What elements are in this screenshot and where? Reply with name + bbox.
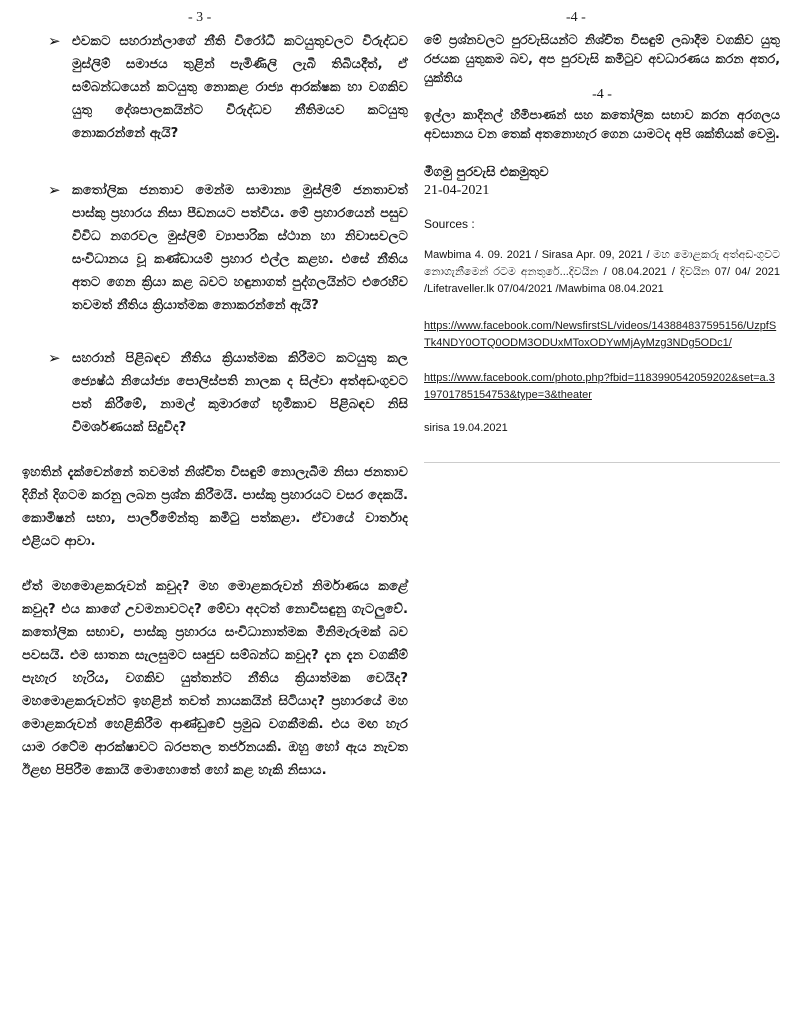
body-paragraph: ඉහතින් දැක්වෙන්නේ තවමත් නිශ්චිත විසඳුම් නොලැබීම නිසා ජනතාව දිගින් දිගටම කරනු ලබන ප්‍රශ්න කිරීමයි. පාස්කු ප්‍රහාරයට වසර දෙකයි. කොමිෂන් සභා, පාර්ලිමේන්තු කමිටු පත්කළා. ඒවායේ වාර්තාද එළියට ආවා.	[22, 465, 408, 549]
arrow-bullet-icon: ➢	[48, 181, 61, 199]
signature: මීගමු පුරවැසි එකමුතුව	[424, 165, 549, 180]
right-column	[424, 30, 780, 463]
closing-paragraph: මේ ප්‍රශ්නවලට පුරවැසියන්ට නිශ්චිත විසඳුම් ලබාදීම වගකිව යුතු රජයක යුතුකම බව, අප පුරවැසි කමිටුව අවධාරණය කරන අතර, යුක්තිය	[424, 32, 780, 85]
bullet-item	[22, 347, 408, 439]
left-page-number: - 3 -	[188, 10, 212, 25]
inner-page-number: -4 -	[592, 87, 612, 102]
sources-list: Mawbima 4. 09. 2021 / Sirasa Apr. 09, 2021 / මහ මොළකරු අත්අඩංගුවට නොගැනීමෙන් රටම අනතුරේ...දිවයින / 08.04.2021 / දිවයින 07/ 04/ 2021 /Lifetraveller.lk 07/04/2021 /Mawbima 08.04.2021	[424, 249, 780, 295]
closing-paragraph-continued: ඉල්ලා කාදිනල් හිමිපාණන් සහ කතෝලික සභාව කරන අරගලය අවසානය වන තෙක් අතනොහැර ගෙන යාමටද අපි ශක්තියක් වෙමු.	[424, 107, 780, 141]
left-column	[22, 30, 408, 804]
sources-heading: Sources :	[424, 217, 475, 231]
source-link[interactable]: https://www.facebook.com/photo.php?fbid=1183990542059202&set=a.319701785154753&type=3&theater	[424, 372, 775, 401]
bullet-item	[22, 179, 408, 317]
bullet-text: සහරාන් පිළිබඳව නීතිය ක්‍රියාත්මක කිරීමට කටයුතු කල ජ්‍යෙෂ්ඨ නියෝජ්‍ය පොලිස්පති නාලක ද සිල්වා අත්අඩංගුවට පත් කිරීමේ, නාමල් කුමාරගේ භූමිකාව පිළිබඳව නිසි විමර්ශණයක් සිදුවිද?	[72, 351, 408, 435]
bullet-text: කතෝලික ජනතාව මෙන්ම සාමාන්‍ය මුස්ලිම් ජනතාවත් පාස්කු ප්‍රහාරය නිසා පීඩනයට පත්විය. මේ ප්‍රහාරයෙන් පසුව විවිධ නගරවල මුස්ලිම් ව්‍යාපාරික ස්ථාන හා නිවාසවලට සංවිධානය වූ කණ්ඩායම් ප්‍රහාර එල්ල කළහ. එසේ නීතිය අතට ගෙන ක්‍රියා කළ බවට හඳුනාගත් පුද්ගලයින්ට එරෙහිව තවමත් නීතිය ක්‍රියාත්මක නොකරන්නේ ඇයි?	[72, 183, 408, 313]
body-paragraph: ඒත් මහමොළකරුවන් කවුද? මහ මොළකරුවන් නිර්මාණය කළේ කවුද? එය කාගේ උවමනාවටද? මේවා අදටත් නොවිසඳුනු ගැටලුවේ. කතෝලික සභාව, පාස්කු ප්‍රහාරය සංවිධානාත්මක මිනිමැරුමක් බව පවසයි. එම ඝාතන සැලසුමට සෘජුව සම්බන්ධ කවුද? දැන දැන වගකීම් පැහැර හැරිය, වගකිව යුත්තන්ට නීතිය ක්‍රියාත්මක වෙයිද? මහමොළකරුවන්ට ඉහළින් තවත් නායකයින් සිටියාද? ප්‍රහාරයේ මහ මොළකරුවන් හෙළිකිරීම ආණ්ඩුවේ ප්‍රමුඛ වගකීමකි. එය මඟ හැර යාම රටේම ආරක්ෂාවට බරපතල තර්ජනයකි. ඔහු හෝ ඇය නැවත ඊළඟ පිපිරීම කොයි මොහොතේ හෝ කළ හැකි නිසාය.	[22, 579, 408, 778]
signature-date: 21-04-2021	[424, 183, 490, 198]
source-link[interactable]: https://www.facebook.com/NewsfirstSL/videos/143884837595156/UzpfSTk4NDY0OTQ0ODM3ODUxMToxODYwMjAyMzg3NDg5ODc1/	[424, 320, 777, 349]
arrow-bullet-icon: ➢	[48, 349, 61, 367]
arrow-bullet-icon: ➢	[48, 32, 61, 50]
right-page-number: -4 -	[566, 10, 586, 25]
bullet-item	[22, 30, 408, 145]
divider	[424, 462, 780, 463]
source-note: sirisa 19.04.2021	[424, 422, 508, 434]
bullet-text: එවකට සහරාන්ලාගේ නීති විරෝධී කටයුතුවලට විරුද්ධව මුස්ලිම් සමාජය තුළින් පැමිණිලි ලැබී තිබියදීත්, ඒ සම්බන්ධයෙන් කටයුතු නොකළ රාජ්‍ය ආරක්ෂක හා වගකිව යුතු දේශපාලකයින්ට විරුද්ධව නීතිමයව කටයුතු නොකරන්නේ ඇයි?	[72, 34, 408, 141]
